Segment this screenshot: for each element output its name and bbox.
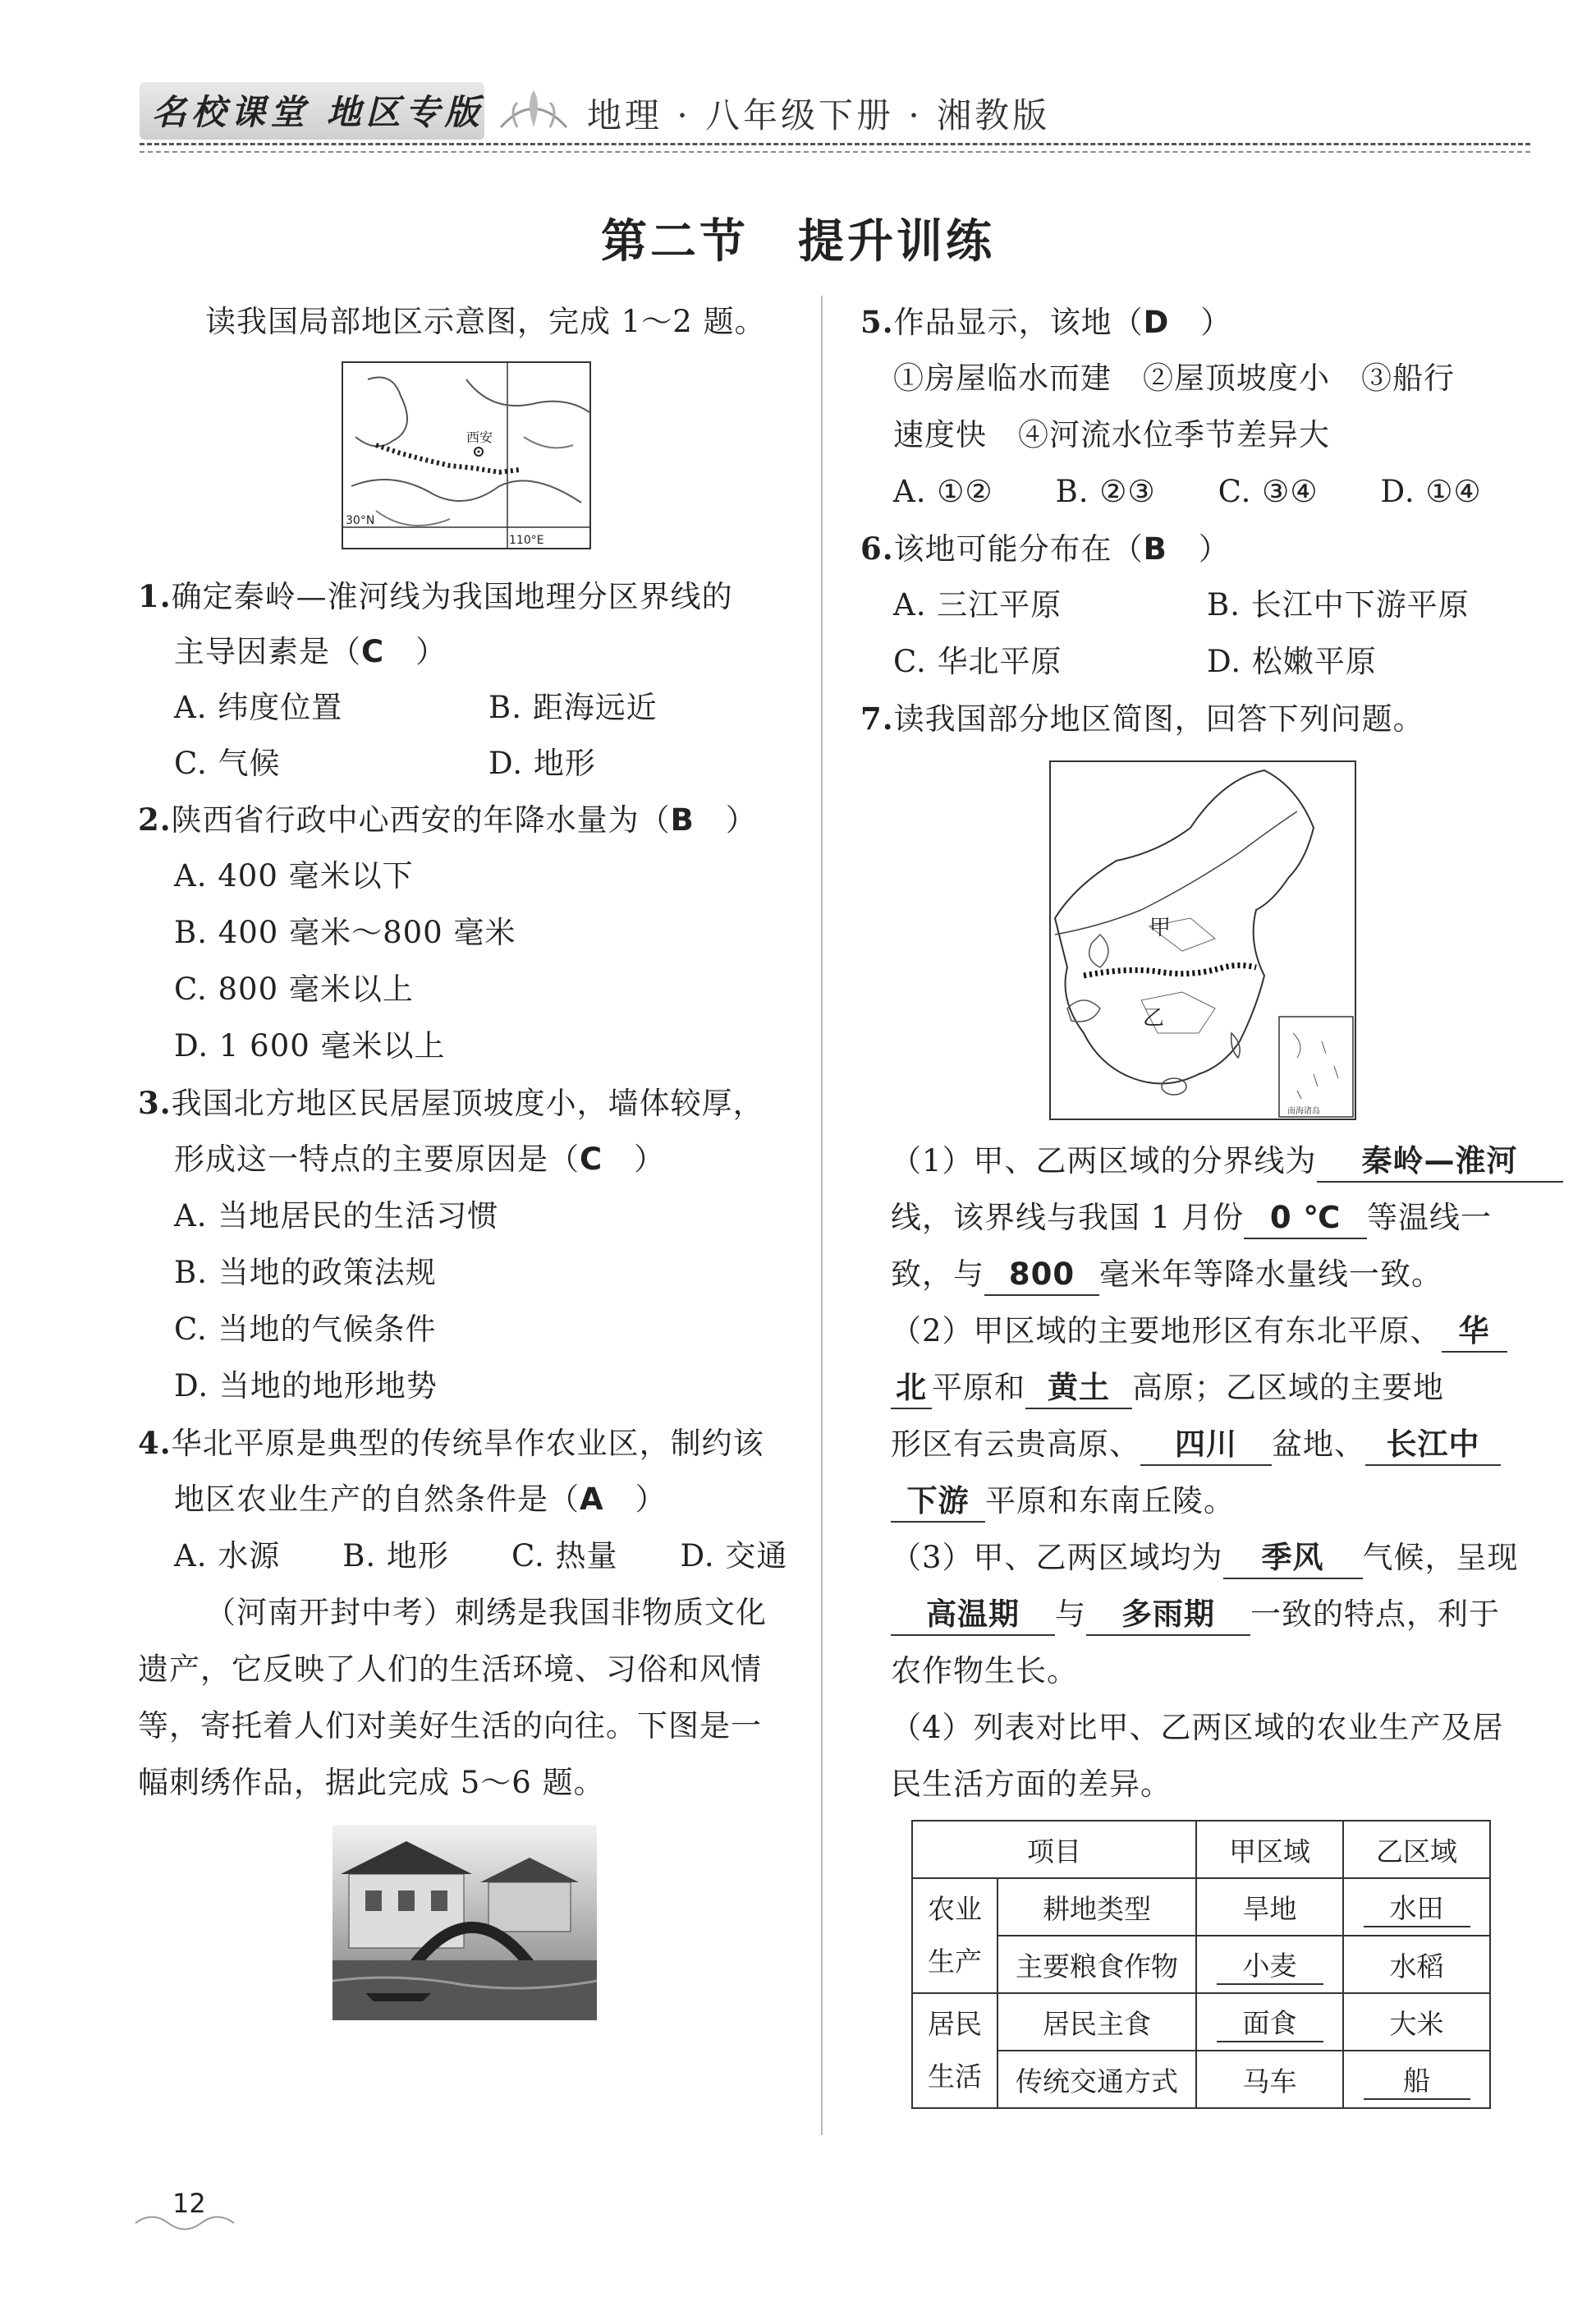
q7-blank-sichuan: 四川: [1140, 1425, 1272, 1466]
q7-blank-yangtze-2: 下游: [891, 1482, 985, 1523]
q6-option-a: A. 三江平原: [893, 587, 1062, 622]
table-row: [912, 1993, 1490, 2051]
header-subtitle: 地理 · 八年级下册 · 湘教版: [587, 95, 1051, 136]
table-header-row: [912, 1821, 1490, 1878]
q1-option-d: D. 地形: [488, 746, 596, 781]
row-item: 居民主食: [998, 1993, 1196, 2051]
map-city-label: 西安: [466, 430, 493, 445]
row-item: 传统交通方式: [998, 2051, 1196, 2108]
leaf-ornament-icon: [493, 82, 575, 140]
q4-stem: 4.华北平原是典型的传统旱作农业区，制约该: [138, 1425, 764, 1461]
row-yi: 水稻: [1343, 1936, 1490, 1993]
header-brand: 名校课堂 地区专版: [152, 92, 484, 132]
q7-blank-rainy-period: 多雨期: [1086, 1595, 1250, 1636]
intro-5-6-line-2: 遗产，它反映了人们的生活环境、习俗和风情: [138, 1652, 762, 1687]
china-map-figure: [1049, 760, 1356, 1120]
answer-blank: 面食: [1217, 2002, 1323, 2042]
map-inset-label: 南海诸岛: [1287, 1107, 1320, 1116]
answer-blank: 船: [1364, 2060, 1470, 2100]
row-item: 耕地类型: [998, 1878, 1196, 1936]
row-jia: [1196, 1936, 1343, 1993]
q1-option-c: C. 气候: [174, 746, 281, 781]
q7-part2-line3: 形区有云贵高原、 四川 盆地、 长江中: [891, 1425, 1501, 1466]
q6-option-b: B. 长江中下游平原: [1207, 587, 1470, 622]
row-jia: 马车: [1196, 2051, 1343, 2108]
q5-answer: D: [1143, 305, 1170, 340]
row-yi: 大米: [1343, 1993, 1490, 2051]
q6-option-c: C. 华北平原: [893, 644, 1062, 679]
q2-option-c: C. 800 毫米以上: [174, 972, 414, 1007]
q6-option-d: D. 松嫩平原: [1207, 644, 1377, 679]
q5-statements-2: 速度快 ④河流水位季节差异大: [893, 417, 1330, 453]
row-jia: [1196, 1993, 1343, 2051]
row-item: 主要粮食作物: [998, 1936, 1196, 1993]
group-agriculture: 农业 生产: [912, 1878, 998, 1993]
q5-options: A. ①② B. ②③ C. ③④ D. ①④: [893, 474, 1482, 509]
map-lat-label: 30°N: [346, 514, 375, 527]
table-row: [912, 2051, 1490, 2108]
q3-option-b: B. 当地的政策法规: [174, 1255, 437, 1290]
row-yi: [1343, 2051, 1490, 2108]
q1-answer: C: [361, 634, 385, 669]
q2-stem: 2.陕西省行政中心西安的年降水量为（B ）: [138, 802, 757, 838]
column-divider: [821, 296, 823, 2135]
q7-blank-yangtze-1: 长江中: [1365, 1425, 1501, 1466]
row-yi: [1343, 1878, 1490, 1936]
header-rule-2: [140, 151, 1530, 153]
q5-statements-1: ①房屋临水而建 ②屋顶坡度小 ③船行: [893, 361, 1455, 396]
q7-part1-line1: （1）甲、乙两区域的分界线为 秦岭—淮河: [891, 1142, 1563, 1183]
page-number: 12: [172, 2188, 206, 2219]
q7-part2-line1: （2）甲区域的主要地形区有东北平原、 华: [891, 1312, 1507, 1353]
q5-stem: 5.作品显示，该地（D ）: [860, 304, 1232, 340]
group-life: 居民 生活: [912, 1993, 998, 2108]
q3-option-d: D. 当地的地形地势: [174, 1368, 438, 1403]
intro-5-6-line-1: （河南开封中考）刺绣是我国非物质文化: [205, 1595, 767, 1630]
china-map-drawing: [1051, 762, 1355, 1119]
q7-blank-huabei-1: 华: [1442, 1312, 1507, 1353]
q1-stem-2: 主导因素是（C ）: [174, 634, 447, 669]
header-jia: 甲区域: [1196, 1821, 1343, 1878]
section-title: 第二节 提升训练: [601, 215, 995, 269]
row-jia: 旱地: [1196, 1878, 1343, 1936]
q2-option-a: A. 400 毫米以下: [174, 858, 414, 894]
q7-blank-isotherm: 0 ℃: [1244, 1198, 1367, 1239]
q7-part3-line2: 高温期 与 多雨期 一致的特点，利于: [891, 1595, 1500, 1636]
q7-part4-line1: （4）列表对比甲、乙两区域的农业生产及居: [891, 1710, 1504, 1745]
q7-part1-line3: 致，与 800 毫米年等降水量线一致。: [891, 1255, 1442, 1296]
q1-option-a: A. 纬度位置: [174, 690, 343, 725]
intro-5-6-line-4: 幅刺绣作品，据此完成 5～6 题。: [138, 1765, 605, 1800]
q7-part3-line3: 农作物生长。: [891, 1653, 1078, 1688]
embroidery-picture: [332, 1825, 597, 2020]
header-yi: 乙区域: [1343, 1821, 1490, 1878]
intro-1-2: 读我国局部地区示意图，完成 1～2 题。: [205, 304, 766, 339]
q7-blank-boundary: 秦岭—淮河: [1317, 1142, 1563, 1183]
table-row: [912, 1878, 1490, 1936]
q7-blank-hot-period: 高温期: [891, 1595, 1055, 1636]
map-lon-label: 110°E: [509, 534, 544, 547]
q3-option-a: A. 当地居民的生活习惯: [174, 1198, 499, 1233]
q7-part2-line2: 北 平原和 黄土 高原；乙区域的主要地: [891, 1368, 1444, 1409]
map-region-jia: 甲: [1149, 916, 1172, 940]
q1-stem: 1.确定秦岭—淮河线为我国地理分区界线的: [138, 578, 733, 614]
q7-part4-line2: 民生活方面的差异。: [891, 1766, 1172, 1802]
comparison-table: [911, 1820, 1491, 2109]
q3-option-c: C. 当地的气候条件: [174, 1312, 437, 1347]
header-item: 项目: [912, 1821, 1196, 1878]
q2-option-b: B. 400 毫米～800 毫米: [174, 915, 516, 950]
footer-ornament-icon: [131, 2211, 238, 2235]
q7-blank-huabei-2: 北: [891, 1368, 932, 1409]
q7-part3-line1: （3）甲、乙两区域均为 季风 气候，呈现: [891, 1538, 1519, 1579]
q4-options: A. 水源 B. 地形 C. 热量 D. 交通: [174, 1538, 788, 1573]
q3-stem-2: 形成这一特点的主要原因是（C ）: [174, 1142, 666, 1177]
q6-stem: 6.该地可能分布在（B ）: [860, 531, 1230, 567]
q7-blank-loess: 黄土: [1025, 1368, 1132, 1409]
q4-stem-2: 地区农业生产的自然条件是（A ）: [174, 1482, 667, 1517]
q1-option-b: B. 距海远近: [488, 690, 658, 725]
q2-option-d: D. 1 600 毫米以上: [174, 1028, 446, 1064]
header-rule: [140, 143, 1530, 145]
q3-stem: 3.我国北方地区民居屋顶坡度小，墙体较厚，: [138, 1085, 764, 1121]
map-region-yi: 乙: [1143, 1006, 1165, 1031]
answer-blank: 小麦: [1217, 1945, 1323, 1985]
q7-blank-precip: 800: [984, 1255, 1099, 1296]
q4-answer: A: [580, 1482, 604, 1517]
q7-stem: 7.读我国部分地区简图，回答下列问题。: [860, 701, 1424, 737]
q3-answer: C: [580, 1142, 603, 1177]
q2-answer: B: [670, 802, 695, 838]
q7-part1-line2: 线，该界线与我国 1 月份 0 ℃ 等温线一: [891, 1198, 1492, 1239]
regional-map-drawing: [343, 363, 589, 548]
q7-part2-line4: 下游 平原和东南丘陵。: [891, 1482, 1235, 1523]
q7-blank-monsoon: 季风: [1223, 1538, 1363, 1579]
table-row: [912, 1936, 1490, 1993]
answer-blank: 水田: [1364, 1887, 1470, 1927]
q6-answer: B: [1143, 531, 1167, 567]
intro-5-6-line-3: 等，寄托着人们对美好生活的向往。下图是一: [138, 1708, 762, 1743]
regional-map-figure: [342, 361, 591, 549]
